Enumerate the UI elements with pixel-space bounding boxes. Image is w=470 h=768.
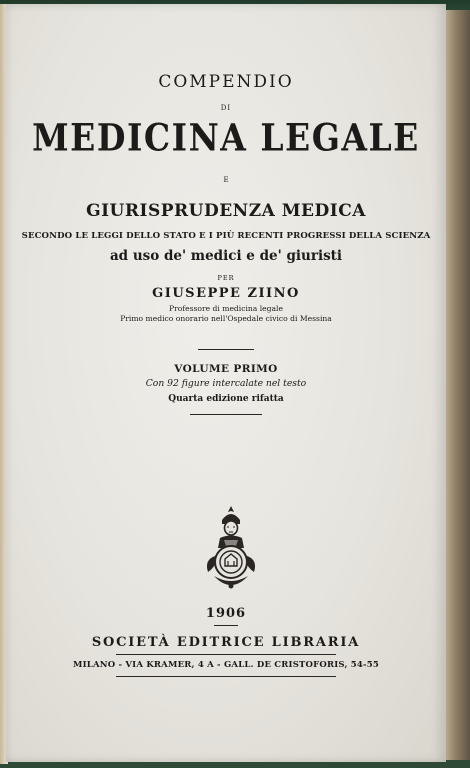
per-connector: PER — [217, 274, 235, 282]
author-title-2: Primo medico onorario nell'Ospedale civico di Messina — [120, 314, 332, 323]
publisher-emblem-icon — [198, 504, 264, 594]
compendio-heading: COMPENDIO — [158, 72, 294, 92]
author-title-1: Professore di medicina legale — [169, 304, 283, 313]
audience-line: ad uso de' medici e de' giuristi — [109, 248, 343, 264]
publisher-name: SOCIETÀ EDITRICE LIBRARIA — [91, 635, 361, 650]
edition-label: Quarta edizione rifatta — [168, 394, 284, 404]
author-name: GIUSEPPE ZIINO — [152, 286, 300, 301]
publication-year: 1906 — [205, 606, 247, 621]
divider-publisher — [116, 654, 336, 655]
divider-year — [214, 625, 238, 626]
according-to-line: SECONDO LE LEGGI DELLO STATO E I PIÙ RECENTI PROGRESSI DELLA SCIENZA — [21, 231, 431, 241]
e-connector: E — [223, 176, 229, 184]
subtitle: GIURISPRUDENZA MEDICA — [86, 201, 366, 221]
title-page — [6, 4, 446, 762]
divider-top — [198, 349, 254, 350]
figures-note: Con 92 figure intercalate nel testo — [145, 378, 307, 389]
publisher-address: MILANO - VIA KRAMER, 4 A - GALL. DE CRISTOFORIS, 54-55 — [73, 660, 379, 670]
volume-label: VOLUME PRIMO — [174, 363, 278, 375]
book-page-edges — [446, 10, 470, 760]
main-title: MEDICINA LEGALE — [32, 115, 420, 160]
divider-middle — [190, 414, 262, 415]
di-connector: DI — [220, 104, 232, 112]
divider-address — [116, 676, 336, 677]
